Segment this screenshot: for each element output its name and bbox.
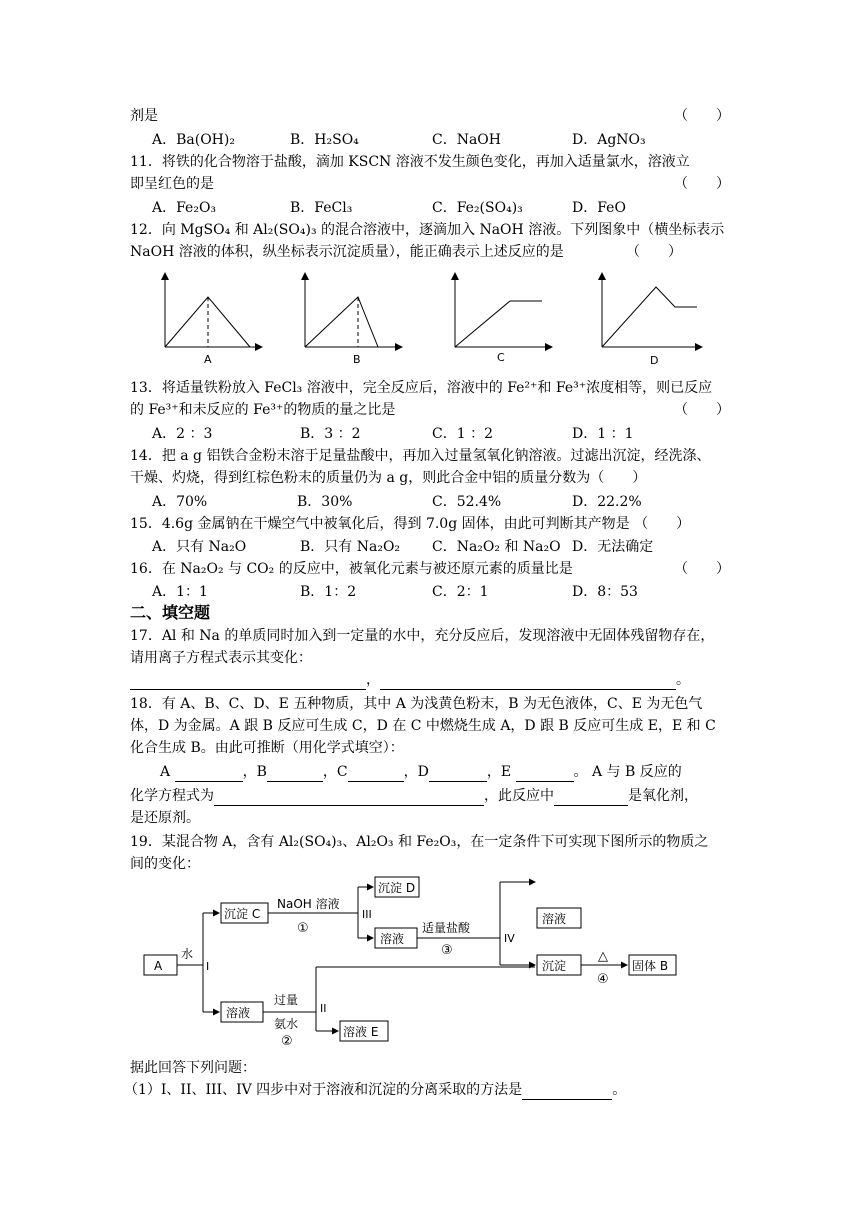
q19-answer-intro: 据此回答下列问题： [130,1060,256,1076]
q12-graph-c-label: C [497,351,505,364]
q11-answer-paren: （ ） [674,176,730,192]
q11-line2: 即呈红色的是 [130,176,214,192]
q17-answer-line [130,670,690,690]
q18-blank-d[interactable] [429,767,487,782]
flow-heat-symbol: △ [598,949,608,964]
q14-option-b: B．30% [297,494,353,510]
q18-label-e: ，E [486,764,512,780]
q18-line3: 化合生成 B。由此可推断（用化学式填空）： [130,740,404,756]
flow-excess-label: 过量 [274,993,299,1007]
q12-graph-b [305,273,402,366]
flow-node-a: A [154,959,163,973]
flow-node-precipitate-d: 沉淀 D [378,881,416,895]
q18-blank-b[interactable] [267,767,323,782]
q17-blank-1[interactable] [130,675,366,690]
q19-line1: 19．某混合物 A，含有 Al₂(SO₄)₃、Al₂O₃ 和 Fe₂O₃，在一定条件下可实现下图所示的物质之 [130,834,709,850]
q10-option-c: C．NaOH [432,132,501,148]
q15-option-d: D．无法确定 [572,539,654,555]
q12-graph-b-label: B [353,353,361,366]
q18-blank-equation[interactable] [214,791,484,806]
flow-node-precipitate-c: 沉淀 C [224,907,261,921]
q16-option-b: B．1：2 [300,584,357,600]
q18-blank-e[interactable] [516,767,574,782]
q18-label-c: ，C [322,764,348,780]
q17-line2: 请用离子方程式表示其变化： [130,650,312,666]
flow-step-i: I [206,960,210,973]
q18-line6: 是还原剂。 [130,810,200,826]
q14-option-d: D．22.2% [572,494,642,510]
q16-option-d: D．8：53 [572,584,638,600]
q10-option-b: B．H₂SO₄ [290,132,359,148]
section-heading: 二、填空题 [130,603,211,622]
q15-option-a: A．只有 Na₂O [152,539,247,555]
q18-blank-a[interactable] [175,767,243,782]
q14-line1: 14．把 a g 铝铁合金粉末溶于足量盐酸中，再加入过量氢氧化钠溶液。过滤出沉淀，经洗涤、 [130,448,711,464]
q17-line1: 17．Al 和 Na 的单质同时加入到一定量的水中，充分反应后，发现溶液中无固体残留物存在， [130,628,715,644]
q13-option-d: D．1 ：1 [572,426,634,442]
flow-hcl-label: 适量盐酸 [422,921,471,935]
q13-line2: 的 Fe³⁺和未反应的 Fe³⁺的物质的量之比是 [130,402,396,418]
flow-node-precipitate: 沉淀 [542,959,567,973]
q15-option-c: C．Na₂O₂ 和 Na₂O [432,539,561,555]
q16-option-c: C．2：1 [432,584,489,600]
q18-blank-oxidant[interactable] [554,791,628,806]
q17-separator: ， [366,672,380,688]
q12-line1: 12．向 MgSO₄ 和 Al₂(SO₄)₃ 的混合溶液中，逐滴加入 NaOH 溶液。下列图象中（横坐标表示 [130,222,725,238]
flow-circle-1: ① [297,921,309,936]
flow-node-solution-2: 溶液 [542,912,567,926]
flow-step-ii: II [320,1002,327,1015]
q16-answer-paren: （ ） [674,561,730,577]
q11-line1: 11．将铁的化合物溶于盐酸，滴加 KSCN 溶液不发生颜色变化，再加入适量氯水，溶液立 [130,154,690,170]
q18-label-reaction: 。 A 与 B 反应的 [573,764,682,780]
q10-option-d: D．AgNO₃ [572,132,646,148]
q18-line1: 18．有 A、B、C、D、E 五种物质，其中 A 为浅黄色粉末，B 为无色液体，C、E 为无色气 [130,696,703,712]
q11-option-d: D．FeO [572,200,626,216]
q15-option-b: B．只有 Na₂O₂ [300,539,401,555]
q12-graph-c [455,273,552,364]
q19-sub1-text: （1）I、II、III、IV 四步中对于溶液和沉淀的分离采取的方法是 [124,1082,523,1098]
q19-sub1-end: 。 [612,1082,627,1098]
flow-water-label: 水 [181,947,194,961]
q14-line2: 干燥、灼烧，得到红棕色粉末的质量仍为 a g，则此合金中铝的质量分数为（ ） [130,470,647,486]
q18-blank-c[interactable] [348,767,404,782]
q18-oxidant-label: 是氧化剂， [628,788,698,804]
q16-line1: 16．在 Na₂O₂ 与 CO₂ 的反应中，被氧化元素与被还原元素的质量比是 [130,561,573,577]
q13-line1: 13．将适量铁粉放入 FeCl₃ 溶液中，完全反应后，溶液中的 Fe²⁺和 Fe³⁺浓度相等，则已反应 [130,380,713,396]
q13-option-a: A．2 ：3 [152,426,213,442]
flow-naoh-label: NaOH 溶液 [277,897,340,911]
q19-sub1 [124,1080,626,1100]
q15-line1: 15．4.6g 金属钠在干燥空气中被氧化后，得到 7.0g 固体，由此可判断其产物是 （ ） [130,516,691,532]
flow-step-iii: III [362,908,372,921]
q19-sub1-blank[interactable] [522,1085,612,1100]
q10-answer-paren: （ ） [674,108,730,124]
q12-graph-d [602,273,702,367]
flow-node-solution-3: 溶液 [226,1006,251,1020]
flow-circle-2: ② [281,1034,293,1049]
q16-option-a: A．1：1 [152,584,208,600]
q19-flowchart [0,870,860,1050]
q13-option-c: C．1 ：2 [432,426,493,442]
q18-line2: 体，D 为金属。A 跟 B 反应可生成 C，D 在 C 中燃烧生成 A，D 跟 B 反应可生成 E，E 和 C [130,718,716,734]
q18-label-b: ，B [242,764,267,780]
q13-answer-paren: （ ） [674,402,730,418]
q12-graphs [0,265,860,375]
q18-fill-line [160,762,682,782]
q11-option-a: A．Fe₂O₃ [152,200,217,216]
q18-label-d: ，D [403,764,429,780]
q13-option-b: B．3 ：2 [300,426,361,442]
q12-graph-d-label: D [650,354,659,367]
q11-option-b: B．FeCl₃ [290,200,353,216]
q18-in-reaction: ，此反应中 [484,788,554,804]
flow-ammonia-label: 氨水 [274,1017,299,1031]
q18-label-a: A [160,764,171,780]
q14-option-a: A．70% [152,494,208,510]
q11-option-c: C．Fe₂(SO₄)₃ [432,200,523,216]
flow-circle-3: ③ [441,943,453,958]
q14-option-c: C．52.4% [432,494,502,510]
q17-blank-2[interactable] [380,675,676,690]
flow-step-iv: IV [504,932,515,945]
q18-line5 [130,786,698,806]
q10-option-a: A．Ba(OH)₂ [152,132,235,148]
flow-circle-4: ④ [597,972,609,987]
q12-line2: NaOH 溶液的体积，纵坐标表示沉淀质量），能正确表示上述反应的是 [130,244,564,260]
q19-line2: 间的变化： [130,856,200,872]
q18-equation-label: 化学方程式为 [130,788,214,804]
q12-answer-paren: （ ） [626,244,682,260]
flow-node-solution-e: 溶液 E [343,1025,379,1039]
q10-continuation: 剂是 [130,108,158,124]
q17-end: 。 [676,672,690,688]
flow-node-solid-b: 固体 B [632,959,669,973]
flow-node-solution-1: 溶液 [380,932,405,946]
q12-graph-a [165,273,262,366]
q12-graph-a-label: A [204,353,212,366]
